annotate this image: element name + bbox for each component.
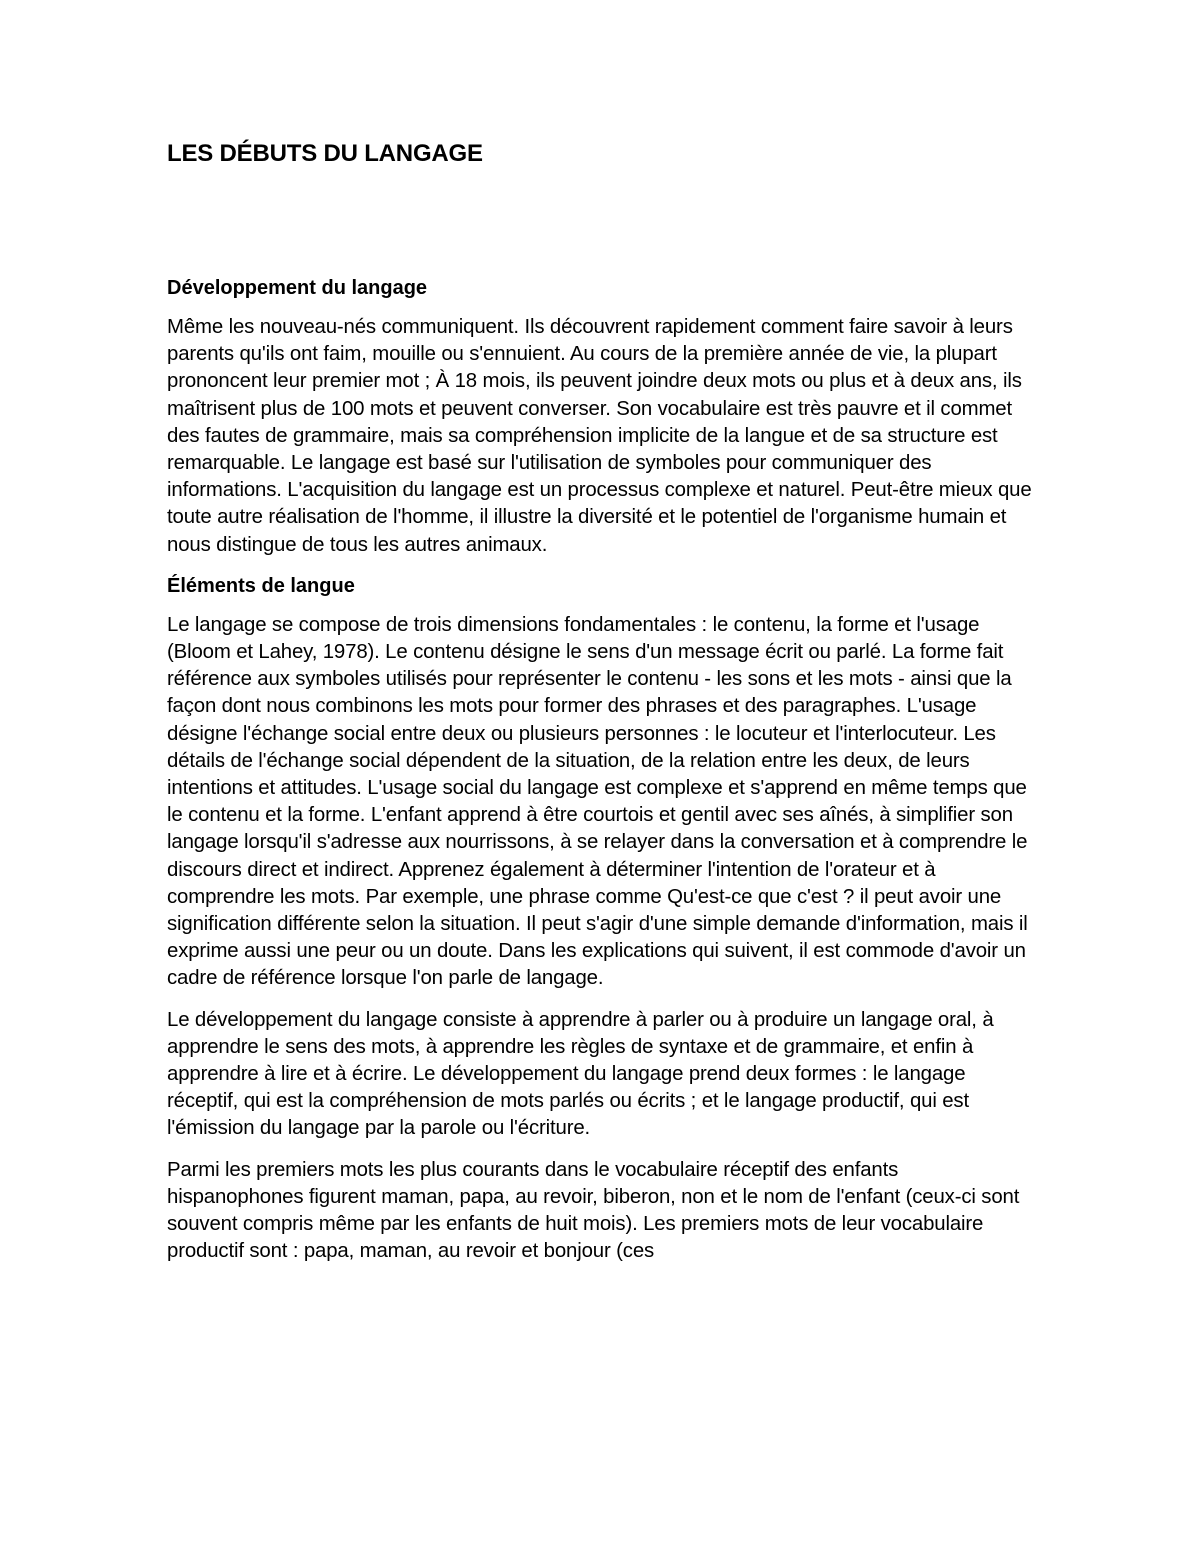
paragraph: Parmi les premiers mots les plus courants dans le vocabulaire réceptif des enfants hispanophones figurent maman, papa, au revoir, biberon, non et le nom de l'enfant (ceux-ci sont souvent compris même par les enfants de huit mois). Les premiers mots de leur vocabulaire productif sont : papa, maman, au revoir et bonjour (ces xyxy=(167,1158,1020,1263)
paragraph: Même les nouveau-nés communiquent. Ils découvrent rapidement comment faire savoir à leurs parents qu'ils ont faim, mouille ou s'ennuient. Au cours de la première année de vie, la plupart prononcent leur premier mot ; À 18 mois, ils peuvent joindre deux mots ou plus et à deux ans, ils maîtrisent plus de 100 mots et peuvent converser. Son vocabulaire est très pauvre et il commet des fautes de grammaire, mais sa compréhension implicite de la langue et de sa structure est remarquable. Le langage est basé sur l'utilisation de symboles pour communiquer des informations. L'acquisition du langage est un processus complexe et naturel. Peut-être mieux que toute autre réalisation de l'homme, il illustre la diversité et le potentiel de l'organisme humain et nous distingue de tous les autres animaux. xyxy=(167,316,1032,556)
paragraph: Le développement du langage consiste à apprendre à parler ou à produire un langage oral, à apprendre le sens des mots, à apprendre les règles de syntaxe et de grammaire, et enfin à apprendre à lire et à écrire. Le développement du langage prend deux formes : le langage réceptif, qui est la compréhension de mots parlés ou écrits ; et le langage productif, qui est l'émission du langage par la parole ou l'écriture. xyxy=(167,1008,994,1140)
document-body xyxy=(167,138,1037,1266)
section-heading-elements: Éléments de langue xyxy=(167,574,355,597)
paragraph: Le langage se compose de trois dimensions fondamentales : le contenu, la forme et l'usage (Bloom et Lahey, 1978). Le contenu désigne le sens d'un message écrit ou parlé. La forme fait référence aux symboles utilisés pour représenter le contenu - les sons et les mots - ainsi que la façon dont nous combinons les mots pour former des phrases et des paragraphes. L'usage désigne l'échange social entre deux ou plusieurs personnes : le locuteur et l'interlocuteur. Les détails de l'échange social dépendent de la situation, de la relation entre les deux, de leurs intentions et attitudes. L'usage social du langage est complexe et s'apprend en même temps que le contenu et la forme. L'enfant apprend à être courtois et gentil avec ses aînés, à simplifier son langage lorsqu'il s'adresse aux nourrissons, à se relayer dans la conversation et à comprendre le discours direct et indirect. Apprenez également à déterminer l'intention de l'orateur et à comprendre les mots. Par exemple, une phrase comme Qu'est-ce que c'est ? il peut avoir une signification différente selon la situation. Il peut s'agir d'une simple demande d'information, mais il exprime aussi une peur ou un doute. Dans les explications qui suivent, il est commode d'avoir un cadre de référence lorsque l'on parle de langage. xyxy=(167,613,1028,990)
section-heading-developpement: Développement du langage xyxy=(167,277,428,299)
document-title: LES DÉBUTS DU LANGAGE xyxy=(167,140,483,167)
